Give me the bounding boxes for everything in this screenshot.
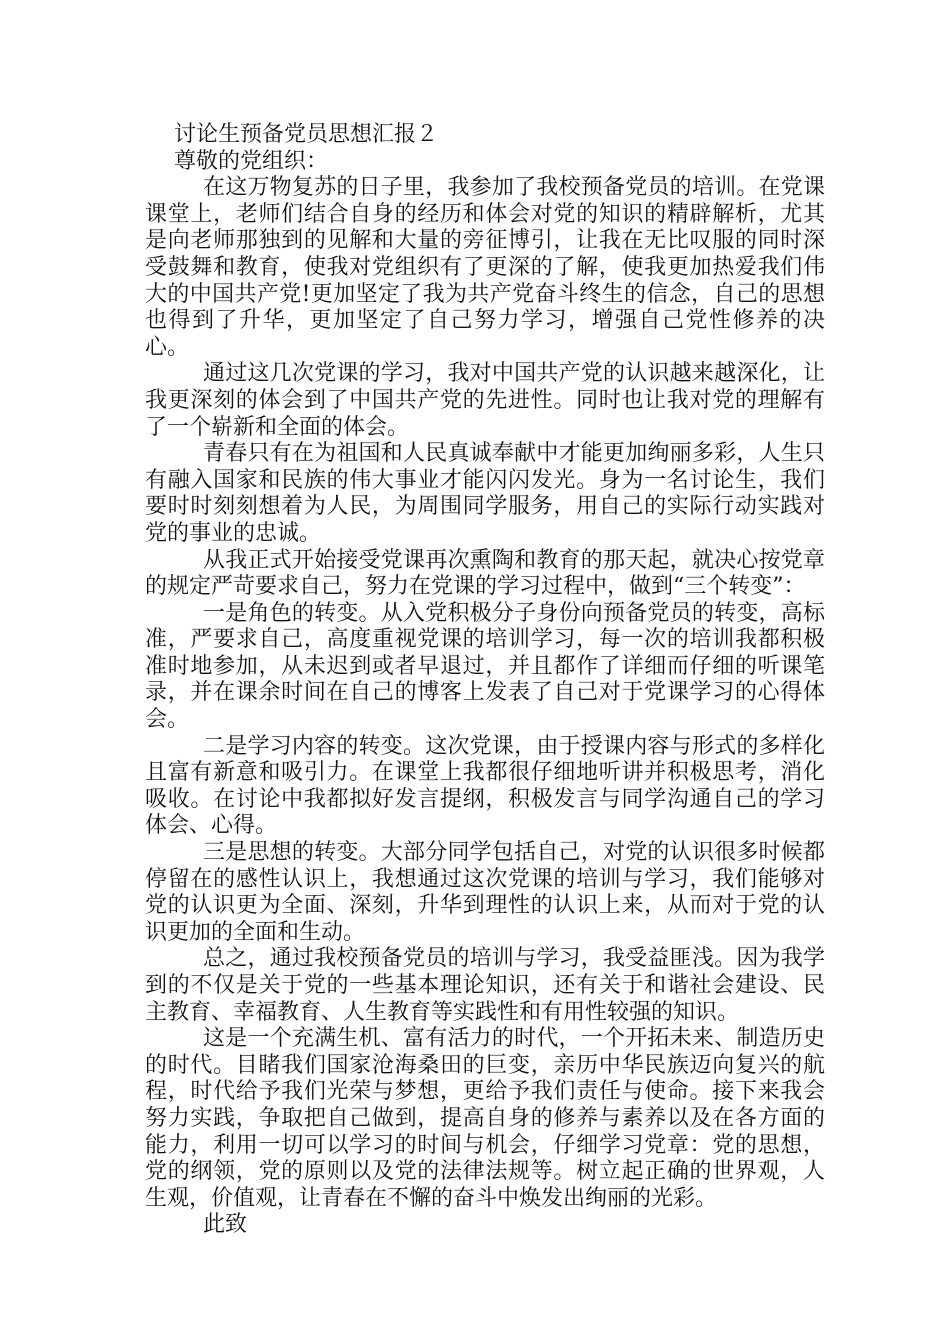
document-title: 讨论生预备党员思想汇报２ xyxy=(174,122,439,147)
body-paragraph: 二是学习内容的转变。这次党课，由于授课内容与形式的多样化且富有新意和吸引力。在课堂上我都很仔细地听讲并积极思考，消化吸收。在讨论中我都拟好发言提纲，积极发言与同学沟通自己的学习体会、心得。 xyxy=(145,733,825,839)
closing-phrase: 此致 xyxy=(203,1212,248,1238)
body-paragraph: 青春只有在为祖国和人民真诚奉献中才能更加绚丽多彩，人生只有融入国家和民族的伟大事业才能闪闪发光。身为一名讨论生，我们要时时刻刻想着为人民，为周围同学服务，用自己的实际行动实践对党的事业的忠诚。 xyxy=(145,441,825,546)
body-paragraph: 在这万物复苏的日子里，我参加了我校预备党员的培训。在党课课堂上，老师们结合自身的经历和体会对党的知识的精辟解析，尤其是向老师那独到的见解和大量的旁征博引，让我在无比叹服的同时深受鼓舞和教育，使我对党组织有了更深的了解，使我更加热爱我们伟大的中国共产党!更加坚定了我为共产党奋斗终生的信念，自己的思想也得到了升华，更加坚定了自己努力学习，增强自己党性修养的决心。 xyxy=(145,175,825,360)
body-paragraph: 从我正式开始接受党课再次熏陶和教育的那天起，就决心按党章的规定严苛要求自己，努力在党课的学习过程中，做到“三个转变”： xyxy=(145,547,825,600)
body-paragraph: 一是角色的转变。从入党积极分子身份向预备党员的转变，高标准，严要求自己，高度重视党课的培训学习，每一次的培训我都积极准时地参加，从未迟到或者早退过，并且都作了详细而仔细的听课笔录，并在课余时间在自己的博客上发表了自己对于党课学习的心得体会。 xyxy=(145,600,825,733)
salutation: 尊敬的党组织： xyxy=(174,148,329,174)
document-page xyxy=(145,122,825,1239)
body-paragraph: 通过这几次党课的学习，我对中国共产党的认识越来越深化，让我更深刻的体会到了中国共产党的先进性。同时也让我对党的理解有了一个崭新和全面的体会。 xyxy=(145,361,825,440)
body-paragraph: 三是思想的转变。大部分同学包括自己，对党的认识很多时候都停留在的感性认识上，我想通过这次党课的培训与学习，我们能够对党的认识更为全面、深刻，升华到理性的认识上来，从而对于党的认识更加的全面和生动。 xyxy=(145,840,825,945)
body-paragraph: 这是一个充满生机、富有活力的时代，一个开拓未来、制造历史的时代。目睹我们国家沧海桑田的巨变，亲历中华民族迈向复兴的航程，时代给予我们光荣与梦想，更给予我们责任与使命。接下来我会努力实践，争取把自己做到，提高自身的修养与素养以及在各方面的能力，利用一切可以学习的时间与机会，仔细学习党章：党的思想，党的纲领，党的原则以及党的法律法规等。树立起正确的世界观，人生观，价值观，让青春在不懈的奋斗中焕发出绚丽的光彩。 xyxy=(145,1026,825,1211)
body-paragraph: 总之，通过我校预备党员的培训与学习，我受益匪浅。因为我学到的不仅是关于党的一些基本理论知识，还有关于和谐社会建设、民主教育、幸福教育、人生教育等实践性和有用性较强的知识。 xyxy=(145,946,825,1025)
